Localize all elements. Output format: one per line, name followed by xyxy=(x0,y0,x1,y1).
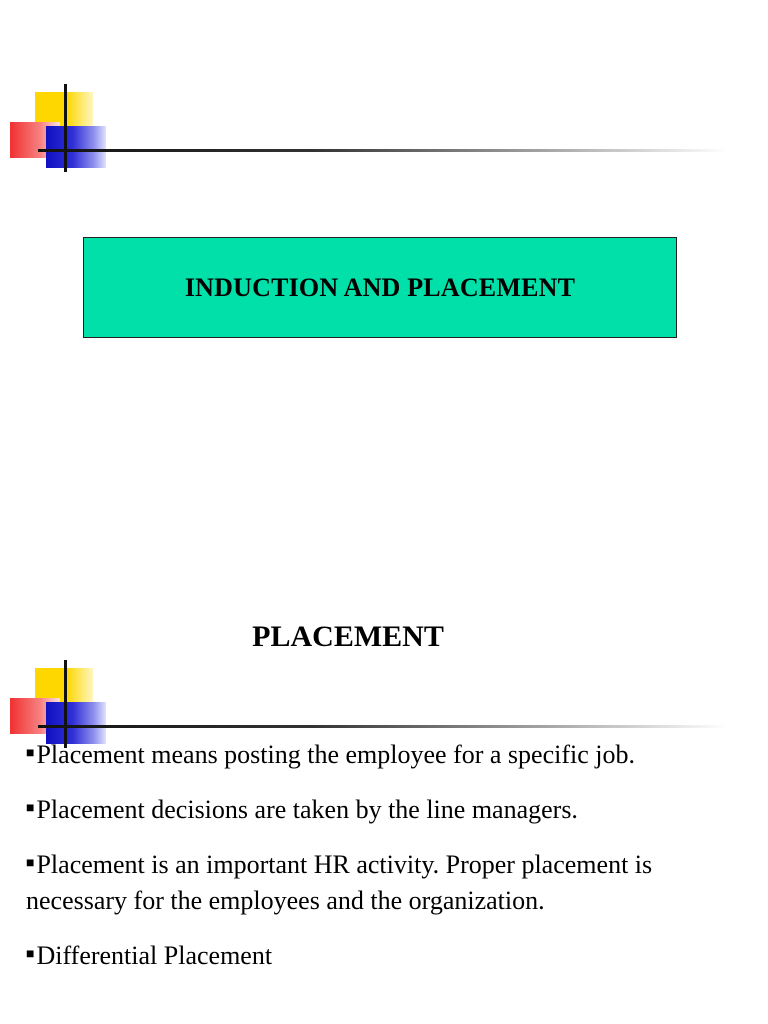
square-bullet-icon: ■ xyxy=(26,856,35,871)
square-bullet-icon: ■ xyxy=(26,801,35,816)
list-item: ■Placement decisions are taken by the line managers. xyxy=(26,795,578,824)
slide-title: INDUCTION AND PLACEMENT xyxy=(184,272,576,302)
list-item: ■Differential Placement xyxy=(26,941,273,970)
bullet-list xyxy=(26,736,726,992)
list-item: ■Placement means posting the employee for a specific job. xyxy=(26,740,636,769)
slide-2 xyxy=(0,576,768,1024)
horizontal-rule xyxy=(38,149,728,152)
list-item: ■Placement is an important HR activity. Proper placement is necessary for the employees and the organization. xyxy=(26,850,653,915)
square-bullet-icon: ■ xyxy=(26,746,35,761)
horizontal-rule xyxy=(38,725,728,728)
title-box xyxy=(83,237,677,338)
vertical-rule xyxy=(64,660,67,748)
square-bullet-icon: ■ xyxy=(26,947,35,962)
vertical-rule xyxy=(64,84,67,172)
blue-square-shape xyxy=(46,126,106,168)
slide-heading: PLACEMENT xyxy=(252,620,444,653)
